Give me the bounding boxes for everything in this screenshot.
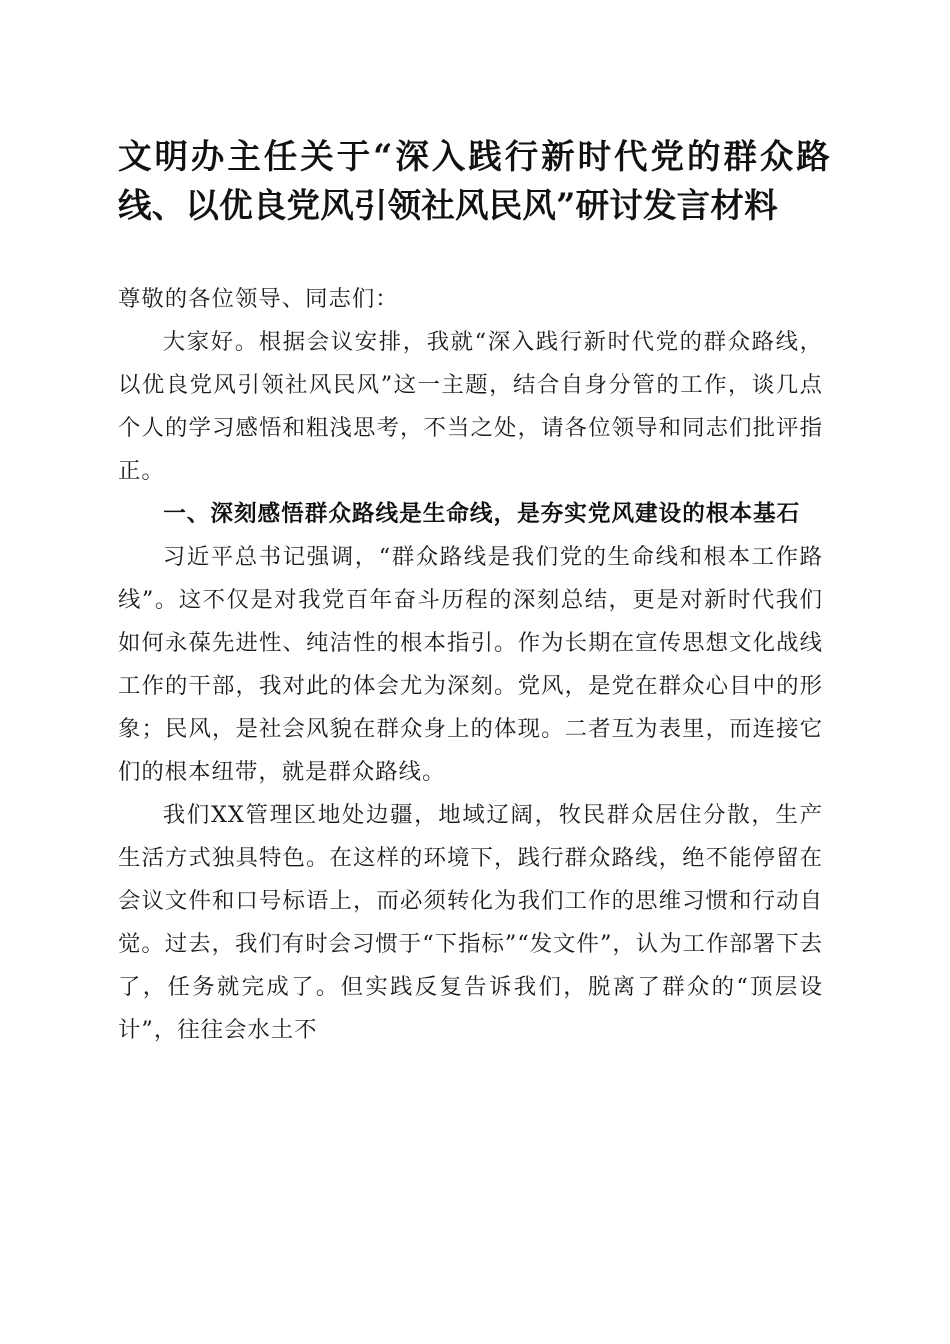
document-body	[118, 278, 823, 1052]
salutation: 尊敬的各位领导、同志们：	[118, 286, 399, 312]
body-paragraph: 习近平总书记强调，“群众路线是我们党的生命线和根本工作路线”。这不仅是对我党百年奋斗历程的深刻总结，更是对新时代我们如何永葆先进性、纯洁性的根本指引。作为长期在宣传思想文化战线工作的干部，我对此的体会尤为深刻。党风，是党在群众心目中的形象；民风，是社会风貌在群众身上的体现。二者互为表里，而连接它们的根本纽带，就是群众路线。	[118, 544, 823, 785]
section-heading: 一、深刻感悟群众路线是生命线，是夯实党风建设的根本基石	[163, 501, 801, 527]
document-title: 文明办主任关于“深入践行新时代党的群众路线、以优良党风引领社风民风”研讨发言材料	[118, 137, 830, 225]
body-paragraph: 我们XX管理区地处边疆，地域辽阔，牧民群众居住分散，生产生活方式独具特色。在这样的环境下，践行群众路线，绝不能停留在会议文件和口号标语上，而必须转化为我们工作的思维习惯和行动自觉。过去，我们有时会习惯于“下指标”“发文件”，认为工作部署下去了，任务就完成了。但实践反复告诉我们，脱离了群众的“顶层设计”，往往会水土不	[118, 802, 823, 1043]
intro-paragraph: 大家好。根据会议安排，我就“深入践行新时代党的群众路线，以优良党风引领社风民风”这一主题，结合自身分管的工作，谈几点个人的学习感悟和粗浅思考，不当之处，请各位领导和同志们批评指正。	[118, 329, 823, 484]
